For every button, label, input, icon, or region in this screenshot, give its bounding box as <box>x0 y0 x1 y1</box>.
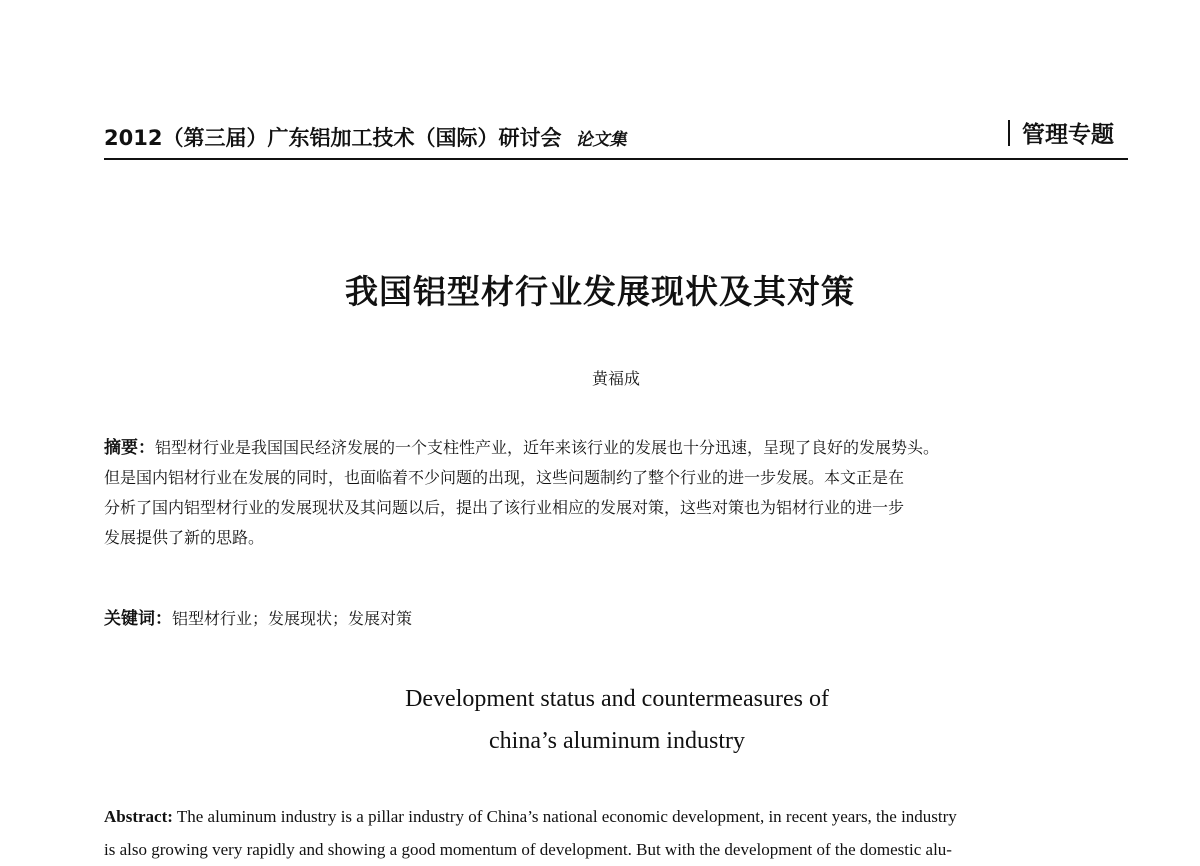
running-header <box>104 112 1128 160</box>
english-title-line-2: china’s aluminum industry <box>489 728 745 754</box>
conference-title <box>104 122 626 152</box>
abstract-en-line: is also growing very rapidly and showing a good momentum of development. But with the development of the domestic alu- <box>104 840 952 859</box>
abstract-english <box>104 800 1134 866</box>
section-name: 管理专题 <box>1022 122 1114 148</box>
abstract-en-line <box>104 800 1134 833</box>
abstract-en-label: Abstract: <box>104 807 173 826</box>
abstract-line: 分析了国内铝型材行业的发展现状及其问题以后，提出了该行业相应的发展对策，这些对策也为铝材行业的进一步 <box>104 498 905 517</box>
section-label <box>1008 116 1114 149</box>
proceedings-label: 论文集 <box>575 130 627 150</box>
paper-title: 我国铝型材行业发展现状及其对策 <box>345 272 855 311</box>
english-title-line-1: Development status and countermeasures of <box>405 686 829 712</box>
abstract-line <box>104 433 1134 463</box>
abstract-text: 铝型材行业是我国国民经济发展的一个支柱性产业，近年来该行业的发展也十分迅速，呈现了良好的发展势头。 <box>155 438 940 457</box>
keywords-text: 铝型材行业；发展现状；发展对策 <box>172 609 413 628</box>
keywords-label: 关键词： <box>104 609 172 629</box>
paper-author: 黄福成 <box>591 369 640 388</box>
keywords <box>104 604 412 629</box>
abstract-line: 发展提供了新的思路。 <box>104 528 265 547</box>
english-title <box>0 678 1200 762</box>
conference-name: 2012（第三届）广东铝加工技术（国际）研讨会 <box>104 126 562 150</box>
section-divider <box>1008 120 1010 146</box>
abstract-label: 摘要： <box>104 438 155 458</box>
abstract-chinese <box>104 433 1134 553</box>
abstract-line: 但是国内铝材行业在发展的同时，也面临着不少问题的出现，这些问题制约了整个行业的进一步发展。本文正是在 <box>104 468 905 487</box>
abstract-en-text: The aluminum industry is a pillar industry of China’s national economic development, in recent years, the industry <box>172 807 957 826</box>
